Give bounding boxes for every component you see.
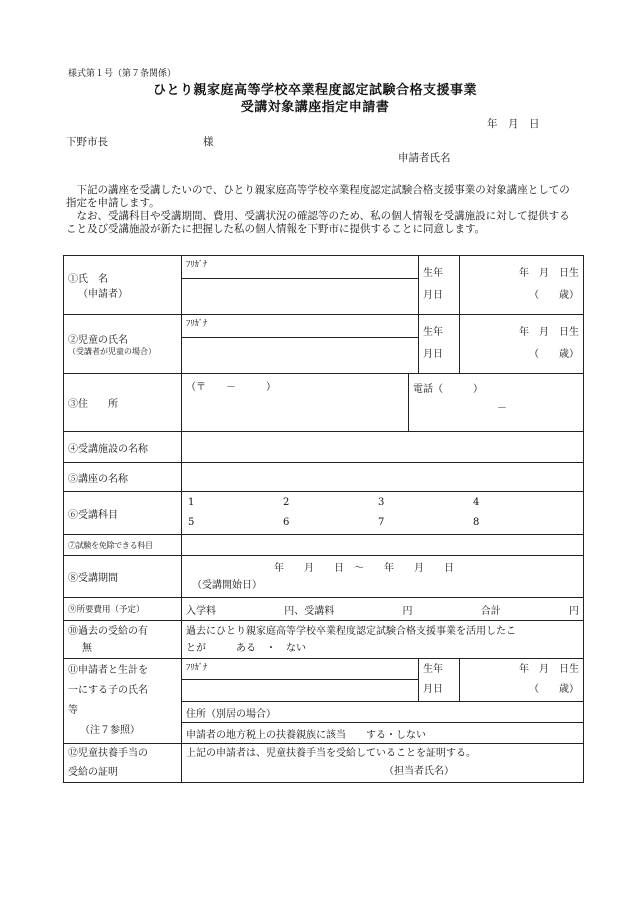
birth-label-cell — [419, 315, 460, 374]
cost-field[interactable] — [182, 598, 584, 621]
subject-number: 6 — [283, 517, 290, 528]
row-course — [64, 463, 584, 492]
cost-yen: 円 — [402, 605, 413, 617]
applicant-furigana-field[interactable] — [182, 256, 419, 279]
row-facility — [64, 432, 584, 463]
residence-field[interactable] — [182, 702, 584, 723]
facility-field[interactable] — [182, 432, 584, 463]
furigana-label: ﾌﾘｶﾞﾅ — [186, 260, 208, 270]
birth-label-2: 月日 — [423, 290, 444, 301]
past-receipt-label — [64, 621, 182, 659]
row-address — [64, 374, 584, 432]
applicant-name-label: 申請者氏名 — [398, 152, 451, 164]
exempt-label: ⑦試験を免除できる科目 — [64, 535, 182, 556]
household-name-field[interactable] — [182, 680, 419, 702]
exempt-field[interactable] — [182, 535, 584, 556]
household-furigana-field[interactable] — [182, 659, 419, 680]
date-fields: 年 月 日 — [487, 118, 540, 130]
cost-tuition: 円、受講料 — [284, 605, 335, 617]
allowance-label-line2: 受給の証明 — [68, 767, 118, 778]
subject-number: 3 — [378, 497, 385, 508]
household-birthdate-field[interactable] — [460, 659, 584, 702]
applicant-label: ①氏 名 — [68, 274, 108, 285]
phone-label: 電話（ ） — [413, 384, 483, 395]
birth-date: 年 月 日生 — [519, 327, 580, 338]
child-birthdate-field[interactable] — [460, 315, 584, 374]
subject-number: 1 — [188, 497, 195, 508]
applicant-sublabel: （申請者） — [78, 289, 128, 300]
household-label-line1: ⑪申請者と生計を — [68, 665, 148, 676]
intro-text — [66, 184, 576, 236]
subject-number: 2 — [283, 497, 290, 508]
form-subtitle: 受講対象講座指定申請書 — [240, 100, 390, 115]
row-exempt — [64, 535, 584, 556]
phone-field[interactable] — [409, 374, 584, 432]
furigana-label: ﾌﾘｶﾞﾅ — [186, 319, 208, 329]
age: （ 歳） — [529, 684, 580, 695]
household-label-line3: 等 — [68, 705, 78, 716]
child-name-field[interactable] — [182, 338, 419, 374]
subjects-row-1 — [188, 493, 579, 513]
birth-label-cell — [419, 256, 460, 315]
birth-label-1: 生年 — [423, 327, 444, 338]
period-value: 年 月 日 ～ 年 月 日 — [274, 562, 454, 574]
past-label-line2: 無 — [82, 642, 92, 654]
row-household — [64, 659, 584, 680]
row-cost — [64, 598, 584, 621]
allowance-text: 上記の申請者は、児童扶養手当を受給していることを証明する。 — [186, 748, 476, 759]
subject-number: 7 — [378, 517, 385, 528]
birth-label-1: 生年 — [423, 268, 444, 279]
subject-number: 4 — [473, 497, 480, 508]
facility-label: ④受講施設の名称 — [64, 432, 182, 463]
application-table — [63, 255, 584, 783]
birth-label-2: 月日 — [423, 349, 444, 360]
cost-total-label: 合計 — [480, 605, 501, 617]
child-label: ②児童の氏名 — [68, 335, 128, 346]
intro-paragraph-1: 下記の講座を受講したいので、ひとり親家庭高等学校卒業程度認定試験合格支援事業の対象講座としての指定を申請します。 — [66, 184, 570, 209]
addressee: 下野市長 — [66, 136, 108, 148]
address-field[interactable] — [182, 374, 409, 432]
intro-paragraph-2: なお、受講科目や受講期間、費用、受講状況の確認等のため、私の個人情報を受講施設に対して提供すること及び受講施設が新たに把握した私の個人情報を下野市に提供することに同意します。 — [66, 210, 570, 235]
course-field[interactable] — [182, 463, 584, 492]
residence-label: 住所（別居の場合） — [186, 708, 276, 720]
honorific: 様 — [203, 136, 214, 148]
applicant-birthdate-field[interactable] — [460, 256, 584, 315]
cost-label: ⑨所要費用（予定） — [64, 598, 182, 621]
allowance-label — [64, 744, 182, 783]
birth-date: 年 月 日生 — [519, 268, 580, 279]
period-label: ⑧受講期間 — [64, 556, 182, 598]
row-period — [64, 556, 584, 598]
officer-name-label: （担当者氏名） — [384, 766, 454, 777]
row-child — [64, 315, 584, 338]
period-start-note: （受講開始日） — [192, 579, 262, 591]
age: （ 歳） — [529, 349, 580, 360]
household-label-line2: 一にする子の氏名 — [68, 685, 148, 696]
child-label-cell — [64, 315, 182, 374]
row-applicant — [64, 256, 584, 279]
row-allowance — [64, 744, 584, 783]
dependent-text: 申請者の地方税上の扶養親族に該当 する・しない — [186, 729, 426, 741]
applicant-name-field[interactable] — [182, 279, 419, 315]
cost-yen-end: 円 — [569, 605, 579, 617]
household-label-line4: （注７参照） — [80, 725, 140, 736]
form-title: ひとり親家庭高等学校卒業程度認定試験合格支援事業 — [152, 83, 477, 98]
subjects-row-2 — [188, 513, 579, 533]
subjects-field[interactable] — [182, 492, 584, 535]
row-past-receipt — [64, 621, 584, 659]
allowance-label-line1: ⑫児童扶養手当の — [68, 748, 148, 759]
phone-dash: － — [497, 403, 507, 414]
birth-date: 年 月 日生 — [519, 664, 580, 675]
child-sublabel: （受講者が児童の場合） — [68, 347, 156, 356]
birth-label-1: 生年 — [423, 664, 444, 675]
form-number: 様式第１号（第７条関係） — [68, 69, 177, 79]
period-field[interactable] — [182, 556, 584, 598]
furigana-label: ﾌﾘｶﾞﾅ — [186, 663, 208, 673]
applicant-label-cell — [64, 256, 182, 315]
postal-code: （〒 － ） — [186, 382, 276, 393]
cost-admission: 入学料 — [186, 605, 216, 617]
past-text-line2: とが ある ・ ない — [186, 642, 306, 654]
birth-label-cell — [419, 659, 460, 702]
birth-label-2: 月日 — [423, 684, 444, 695]
past-text-line1: 過去にひとり親家庭高等学校卒業程度認定試験合格支援事業を活用したこ — [186, 625, 516, 637]
subject-number: 5 — [188, 517, 195, 528]
dependent-field[interactable] — [182, 723, 584, 744]
allowance-field[interactable] — [182, 744, 584, 783]
child-furigana-field[interactable] — [182, 315, 419, 338]
row-subjects — [64, 492, 584, 535]
subject-number: 8 — [473, 517, 480, 528]
course-label: ⑤講座の名称 — [64, 463, 182, 492]
address-label: ③住 所 — [64, 374, 182, 432]
age: （ 歳） — [529, 290, 580, 301]
subjects-label: ⑥受講科目 — [64, 492, 182, 535]
past-receipt-field[interactable] — [182, 621, 584, 659]
past-label-line1: ⑩過去の受給の有 — [68, 625, 148, 637]
household-label — [64, 659, 182, 744]
